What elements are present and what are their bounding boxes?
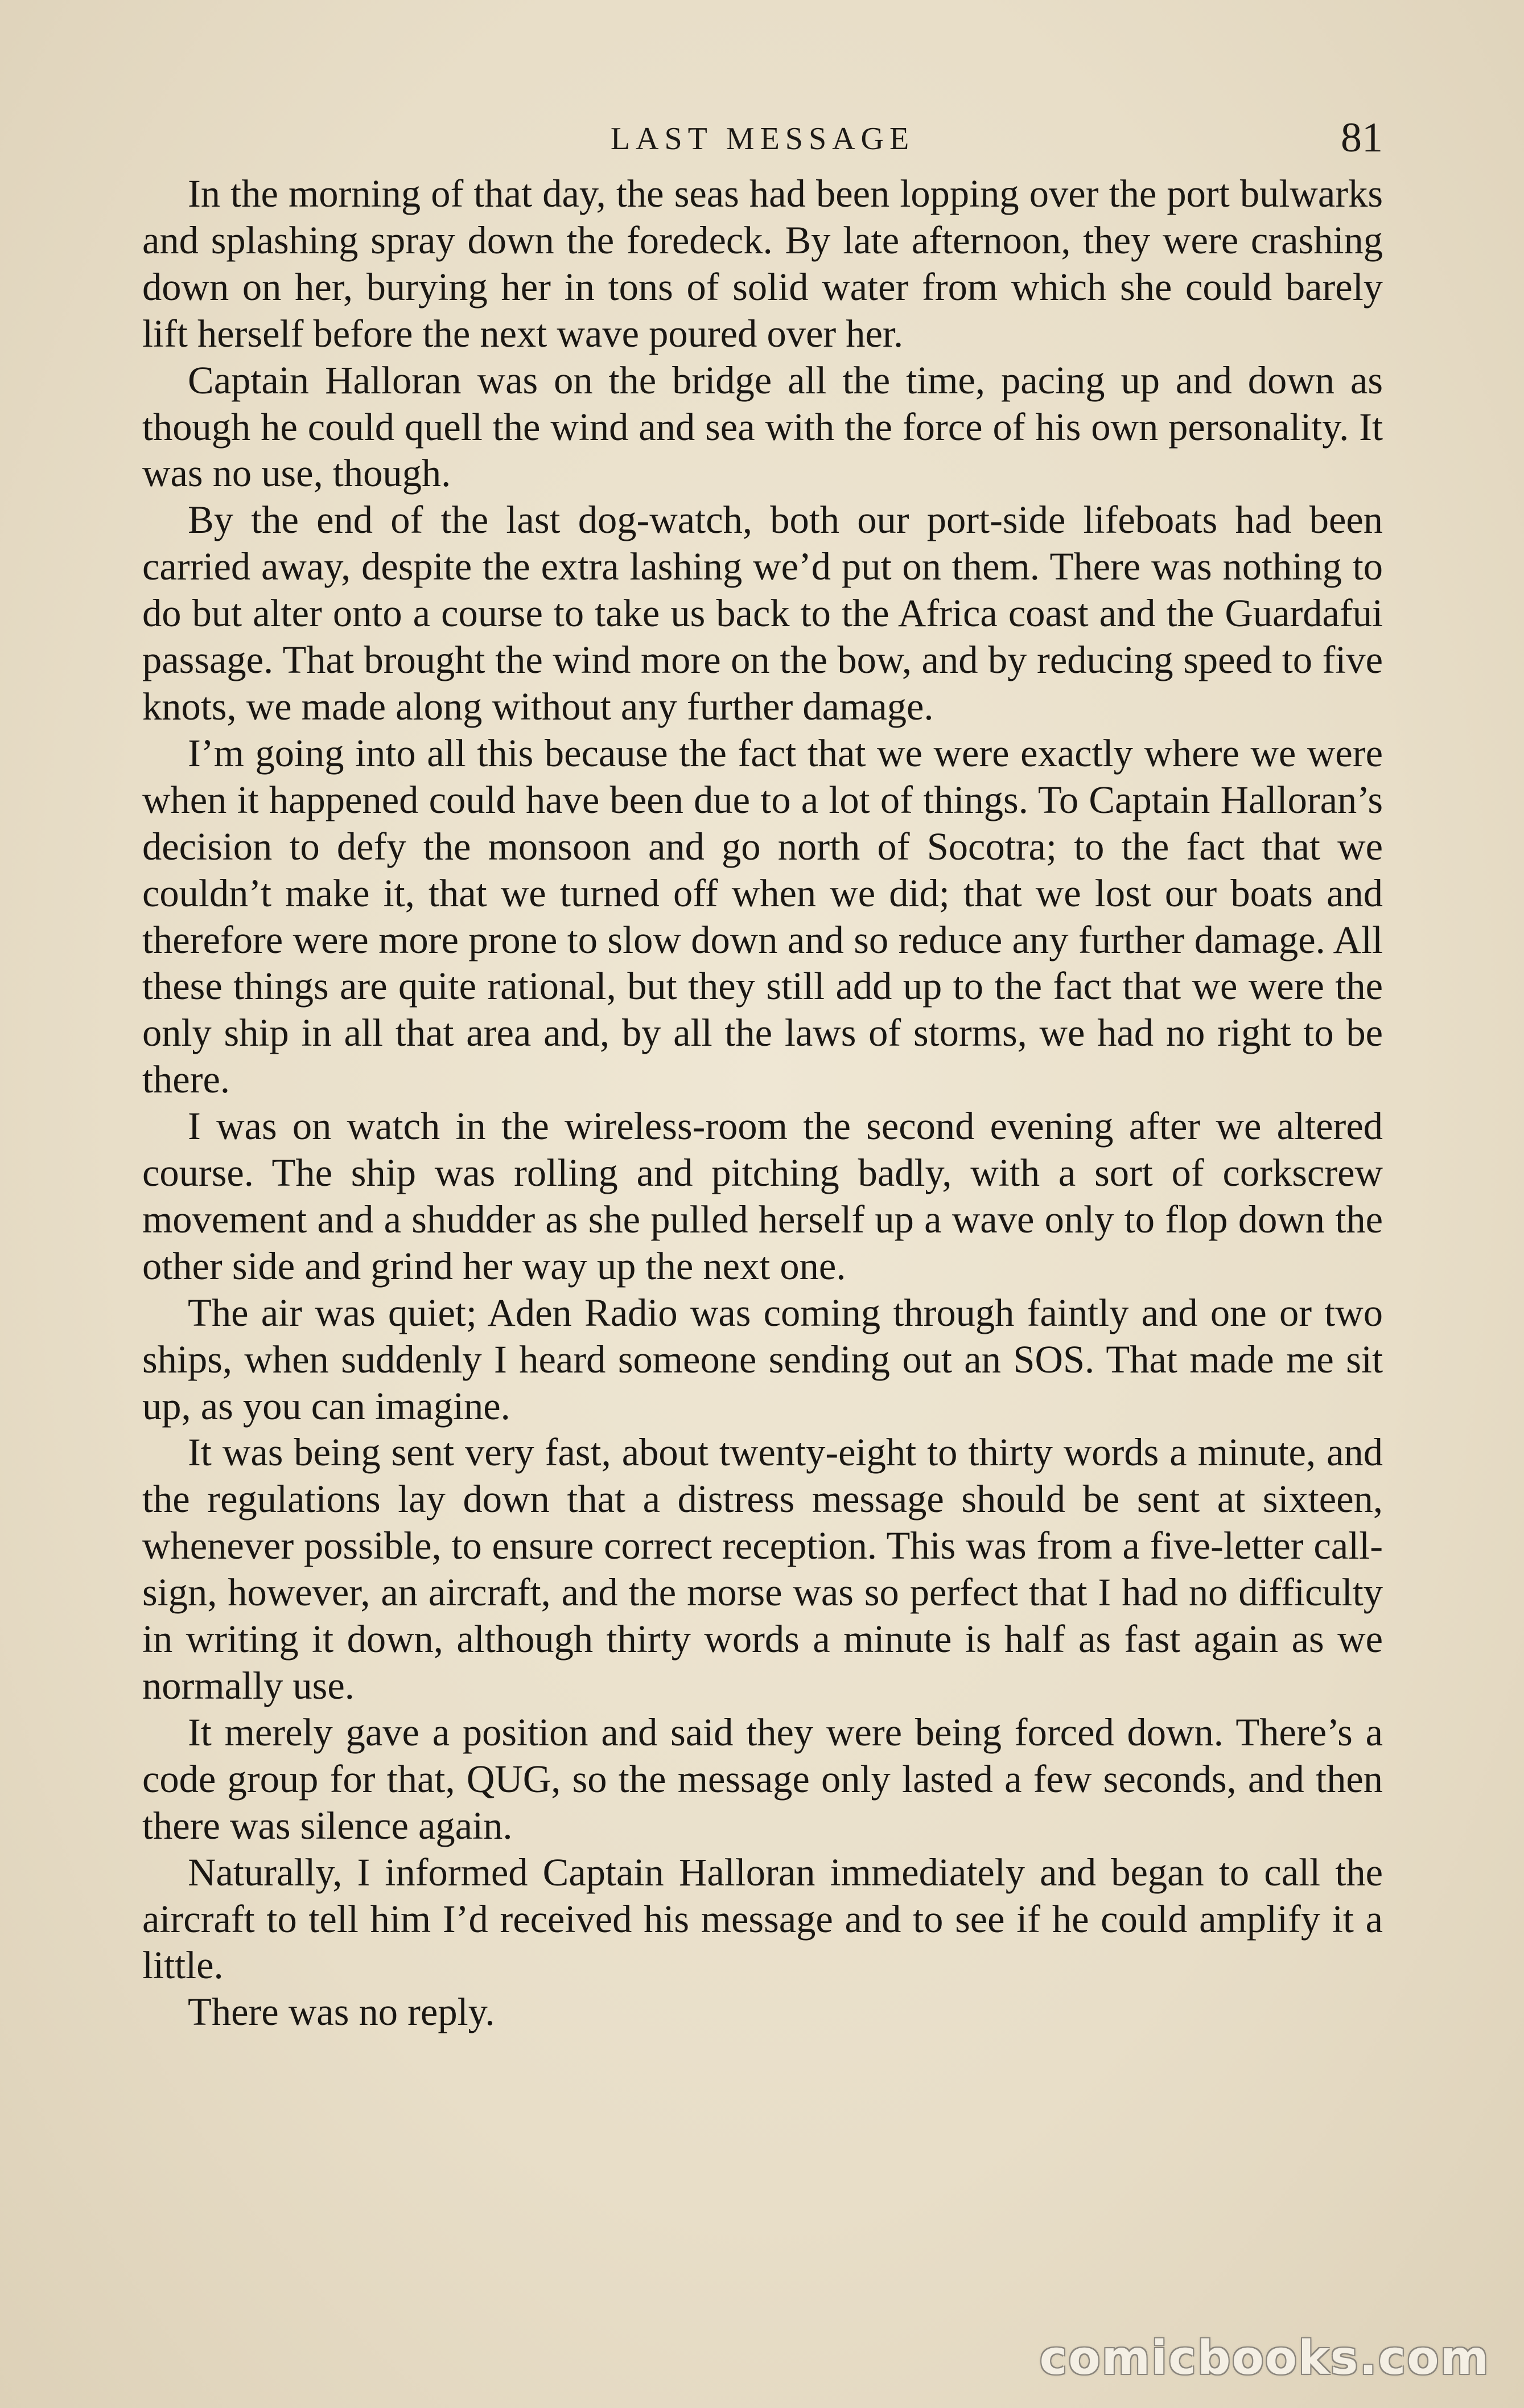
watermark-logo: comicbooks.com: [1039, 2331, 1490, 2385]
paragraph: It merely gave a position and said they were being forced down. There’s a code group for that, QUG, so the message only lasted a few seconds, and then there was silence again.: [142, 1710, 1383, 1847]
body-text: [142, 171, 1383, 2036]
page-header: [142, 114, 1383, 171]
paragraph: Naturally, I informed Captain Halloran immediately and began to call the aircraft to tell him I’d received his message and to see if he could amplify it a little.: [142, 1850, 1383, 1987]
running-title: LAST MESSAGE: [610, 121, 915, 157]
page-number: 81: [1341, 114, 1383, 161]
paragraph: Captain Halloran was on the bridge all the time, pacing up and down as though he could quell the wind and sea with the force of his own personality. It was no use, though.: [142, 358, 1383, 495]
paragraph: The air was quiet; Aden Radio was coming through faintly and one or two ships, when suddenly I heard someone sending out an SOS. That made me sit up, as you can imagine.: [142, 1291, 1383, 1428]
paragraph: By the end of the last dog-watch, both our port-side lifeboats had been carried away, despite the extra lashing we’d put on them. There was nothing to do but alter onto a course to take us back to the Africa coast and the Guardafui passage. That brought the wind more on the bow, and by reducing speed to five knots, we made along without any further damage.: [142, 498, 1383, 728]
paragraph: I’m going into all this because the fact that we were exactly where we were when it happened could have been due to a lot of things. To Captain Halloran’s decision to defy the monsoon and go north of Socotra; to the fact that we couldn’t make it, that we turned off when we did; that we lost our boats and therefore were more prone to slow down and so reduce any further damage. All these things are quite rational, but they still add up to the fact that we were the only ship in all that area and, by all the laws of storms, we had no right to be there.: [142, 731, 1383, 1102]
paragraph: There was no reply.: [188, 1990, 495, 2034]
paragraph: In the morning of that day, the seas had been lopping over the port bulwarks and splashing spray down the foredeck. By late afternoon, they were crashing down on her, burying her in tons of solid water from which she could barely lift herself before the next wave poured over her.: [142, 172, 1383, 355]
paragraph: It was being sent very fast, about twenty-eight to thirty words a minute, and the regulations lay down that a distress message should be sent at sixteen, whenever possible, to ensure correct reception. This was from a five-letter call-sign, however, an aircraft, and the morse was so perfect that I had no difficulty in writing it down, although thirty words a minute is half as fast again as we normally use.: [142, 1431, 1383, 1707]
paragraph: I was on watch in the wireless-room the second evening after we altered course. The ship was rolling and pitching badly, with a sort of corkscrew movement and a shudder as she pulled herself up a wave only to flop down the other side and grind her way up the next one.: [142, 1104, 1383, 1288]
